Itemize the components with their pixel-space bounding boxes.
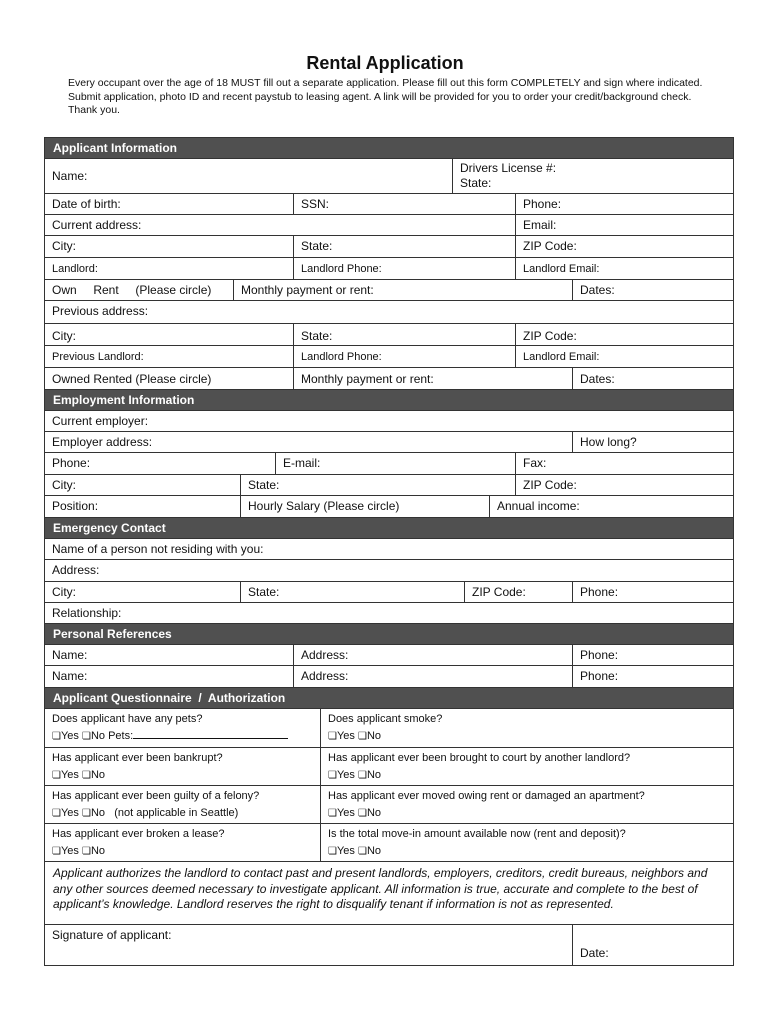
section-header-applicant: Applicant Information xyxy=(45,138,733,159)
reference-name-field[interactable]: Name: xyxy=(52,648,88,662)
emergency-address-field[interactable]: Address: xyxy=(52,563,100,577)
emergency-name-row xyxy=(45,539,733,560)
employer-email-field[interactable]: E-mail: xyxy=(275,453,515,474)
felony-question-label: Has applicant ever been guilty of a felony? xyxy=(52,790,260,802)
emergency-zip-field[interactable]: ZIP Code: xyxy=(464,582,572,602)
reference-phone-field[interactable]: Phone: xyxy=(572,645,733,665)
court-question xyxy=(320,748,733,785)
prev-landlord-field[interactable]: Previous Landlord: xyxy=(52,351,144,363)
movein-question xyxy=(320,824,733,861)
smoke-question xyxy=(320,709,733,747)
dates-field[interactable]: Dates: xyxy=(572,280,733,300)
prev-owned-row xyxy=(45,368,733,390)
pets-no-label: No xyxy=(90,730,106,742)
prev-landlord-phone-field[interactable]: Landlord Phone: xyxy=(293,346,515,367)
relationship-row xyxy=(45,603,733,624)
prev-landlord-email-field[interactable]: Landlord Email: xyxy=(515,346,733,367)
drivers-license-field[interactable] xyxy=(452,159,733,193)
emergency-address-row xyxy=(45,560,733,582)
position-field[interactable]: Position: xyxy=(52,499,99,513)
checkbox-icon[interactable]: ❏ xyxy=(328,731,337,742)
employer-phone-field[interactable]: Phone: xyxy=(52,456,91,470)
dob-row xyxy=(45,194,733,215)
section-header-employment: Employment Information xyxy=(45,390,733,411)
reference-row xyxy=(45,645,733,666)
employer-city-field[interactable]: City: xyxy=(52,478,76,492)
checkbox-icon[interactable]: ❏ xyxy=(52,846,61,857)
reference-name-field[interactable]: Name: xyxy=(52,669,88,683)
current-employer-field[interactable]: Current employer: xyxy=(52,414,149,428)
lease-question-label: Has applicant ever broken a lease? xyxy=(52,828,225,840)
section-header-questionnaire xyxy=(45,688,733,709)
intro-text: Every occupant over the age of 18 MUST fill out a separate application. Please fill out this form COMPLETELY and sign where indicated. Submit application, photo ID and recent paystub to leasing agent. A link will be provided for you to order your credit/background check. Thank you. xyxy=(68,77,703,116)
moved-question-label: Has applicant ever moved owing rent or damaged an apartment? xyxy=(328,790,645,802)
own-rent-row xyxy=(45,280,733,301)
checkbox-icon[interactable]: ❏ xyxy=(81,731,91,742)
hourly-salary-field[interactable]: Hourly Salary (Please circle) xyxy=(240,496,489,517)
emergency-city-row xyxy=(45,582,733,603)
pets-question-label: Does applicant have any pets? xyxy=(52,713,203,725)
current-address-row xyxy=(45,215,733,236)
smoke-question-label: Does applicant smoke? xyxy=(328,713,443,725)
dl-state-label: State: xyxy=(460,176,492,190)
questionnaire-header-label: Applicant Questionnaire / Authorization xyxy=(53,691,286,705)
employer-address-field[interactable]: Employer address: xyxy=(52,435,153,449)
employer-zip-field[interactable]: ZIP Code: xyxy=(515,475,733,495)
landlord-row xyxy=(45,258,733,280)
relationship-field[interactable]: Relationship: xyxy=(52,606,122,620)
checkbox-icon[interactable]: ❏ xyxy=(357,846,367,857)
emergency-phone-field[interactable]: Phone: xyxy=(572,582,733,602)
checkbox-icon[interactable]: ❏ xyxy=(357,770,367,781)
bankrupt-question-label: Has applicant ever been bankrupt? xyxy=(52,752,223,764)
moved-yes-label: Yes xyxy=(336,807,355,819)
reference-address-field[interactable]: Address: xyxy=(293,645,572,665)
name-row xyxy=(45,159,733,194)
movein-no-label: No xyxy=(366,845,382,857)
prev-landlord-row xyxy=(45,346,733,368)
pets-blank[interactable] xyxy=(133,728,288,739)
checkbox-icon[interactable]: ❏ xyxy=(81,808,91,819)
name-field[interactable]: Name: xyxy=(52,169,88,183)
employer-state-field[interactable]: State: xyxy=(240,475,515,495)
emergency-city-field[interactable]: City: xyxy=(52,585,76,599)
monthly-payment-field[interactable]: Monthly payment or rent: xyxy=(233,280,572,300)
zip-field[interactable]: ZIP Code: xyxy=(515,236,733,257)
question-row-bankrupt-court xyxy=(45,748,733,786)
rental-form xyxy=(44,137,734,966)
pets-question xyxy=(45,709,320,747)
smoke-no-label: No xyxy=(366,730,382,742)
employer-phone-row xyxy=(45,453,733,475)
authorization-text: Applicant authorizes the landlord to contact past and present landlords, employers, creditors, credit bureaus, neighbors and any other sources deemed necessary to investigate applicant. All information is true, accurate and complete to the best of applicant’s knowledge. Landlord reserves the right to disqualify tenant if information is not as represented. xyxy=(45,862,733,925)
current-address-field[interactable]: Current address: xyxy=(52,218,142,232)
emergency-state-field[interactable]: State: xyxy=(240,582,464,602)
reference-phone-field[interactable]: Phone: xyxy=(572,666,733,687)
moved-question xyxy=(320,786,733,823)
bankrupt-yes-label: Yes xyxy=(60,769,79,781)
prev-city-row xyxy=(45,324,733,346)
checkbox-icon[interactable]: ❏ xyxy=(52,808,61,819)
city-field[interactable]: City: xyxy=(52,239,76,253)
lease-no-label: No xyxy=(90,845,106,857)
court-no-label: No xyxy=(366,769,382,781)
prev-zip-field[interactable]: ZIP Code: xyxy=(515,324,733,345)
prev-dates-field[interactable]: Dates: xyxy=(572,368,733,389)
dob-field[interactable]: Date of birth: xyxy=(52,197,121,211)
checkbox-icon[interactable]: ❏ xyxy=(357,731,367,742)
movein-yes-label: Yes xyxy=(336,845,355,857)
prev-monthly-field[interactable]: Monthly payment or rent: xyxy=(293,368,572,389)
employer-address-row xyxy=(45,432,733,453)
lease-yes-label: Yes xyxy=(60,845,79,857)
employer-fax-field[interactable]: Fax: xyxy=(515,453,733,474)
phone-field[interactable]: Phone: xyxy=(515,194,733,214)
bankrupt-no-label: No xyxy=(90,769,106,781)
felony-question xyxy=(45,786,320,823)
pets-yes-label: Yes xyxy=(60,730,79,742)
section-header-references: Personal References xyxy=(45,624,733,645)
prev-owned-field[interactable]: Owned Rented (Please circle) xyxy=(52,372,212,386)
movein-question-label: Is the total move-in amount available now (rent and deposit)? xyxy=(328,828,626,840)
felony-yes-label: Yes xyxy=(60,807,79,819)
landlord-email-field[interactable]: Landlord Email: xyxy=(515,258,733,279)
ssn-field[interactable]: SSN: xyxy=(293,194,515,214)
checkbox-icon[interactable]: ❏ xyxy=(328,846,337,857)
felony-no-label: No xyxy=(90,807,106,819)
employer-city-row xyxy=(45,475,733,496)
checkbox-icon[interactable]: ❏ xyxy=(81,770,91,781)
drivers-license-label: Drivers License #: xyxy=(460,161,557,175)
reference-row xyxy=(45,666,733,688)
lease-question xyxy=(45,824,320,861)
checkbox-icon[interactable]: ❏ xyxy=(52,731,61,742)
smoke-yes-label: Yes xyxy=(336,730,355,742)
signature-row xyxy=(45,925,733,965)
state-field[interactable]: State: xyxy=(293,236,515,257)
bankrupt-question xyxy=(45,748,320,785)
checkbox-icon[interactable]: ❏ xyxy=(357,808,367,819)
court-question-label: Has applicant ever been brought to court by another landlord? xyxy=(328,752,631,764)
position-row xyxy=(45,496,733,518)
previous-address-row xyxy=(45,301,733,324)
previous-address-field[interactable]: Previous address: xyxy=(52,304,149,318)
signature-date-field[interactable]: Date: xyxy=(572,925,733,965)
checkbox-icon[interactable]: ❏ xyxy=(328,770,337,781)
prev-state-field[interactable]: State: xyxy=(293,324,515,345)
moved-no-label: No xyxy=(366,807,382,819)
city-row xyxy=(45,236,733,258)
landlord-phone-field[interactable]: Landlord Phone: xyxy=(293,258,515,279)
checkbox-icon[interactable]: ❏ xyxy=(328,808,337,819)
question-row-pets-smoke xyxy=(45,709,733,748)
question-row-lease-movein xyxy=(45,824,733,862)
page-title: Rental Application xyxy=(306,53,464,73)
checkbox-icon[interactable]: ❏ xyxy=(52,770,61,781)
pets-label: Pets: xyxy=(108,730,134,742)
section-header-emergency: Emergency Contact xyxy=(45,518,733,539)
felony-note: (not applicable in Seattle) xyxy=(114,807,239,819)
own-rent-field[interactable]: Own Rent (Please circle) xyxy=(52,283,212,297)
prev-city-field[interactable]: City: xyxy=(52,329,76,343)
landlord-field[interactable]: Landlord: xyxy=(52,263,98,275)
question-row-felony-moved xyxy=(45,786,733,824)
annual-income-field[interactable]: Annual income: xyxy=(489,496,733,517)
court-yes-label: Yes xyxy=(336,769,355,781)
checkbox-icon[interactable]: ❏ xyxy=(81,846,91,857)
emergency-name-field[interactable]: Name of a person not residing with you: xyxy=(52,542,264,556)
how-long-field[interactable]: How long? xyxy=(572,432,733,452)
current-employer-row xyxy=(45,411,733,432)
signature-field[interactable]: Signature of applicant: xyxy=(52,928,172,942)
reference-address-field[interactable]: Address: xyxy=(293,666,572,687)
email-field[interactable]: Email: xyxy=(515,215,733,235)
